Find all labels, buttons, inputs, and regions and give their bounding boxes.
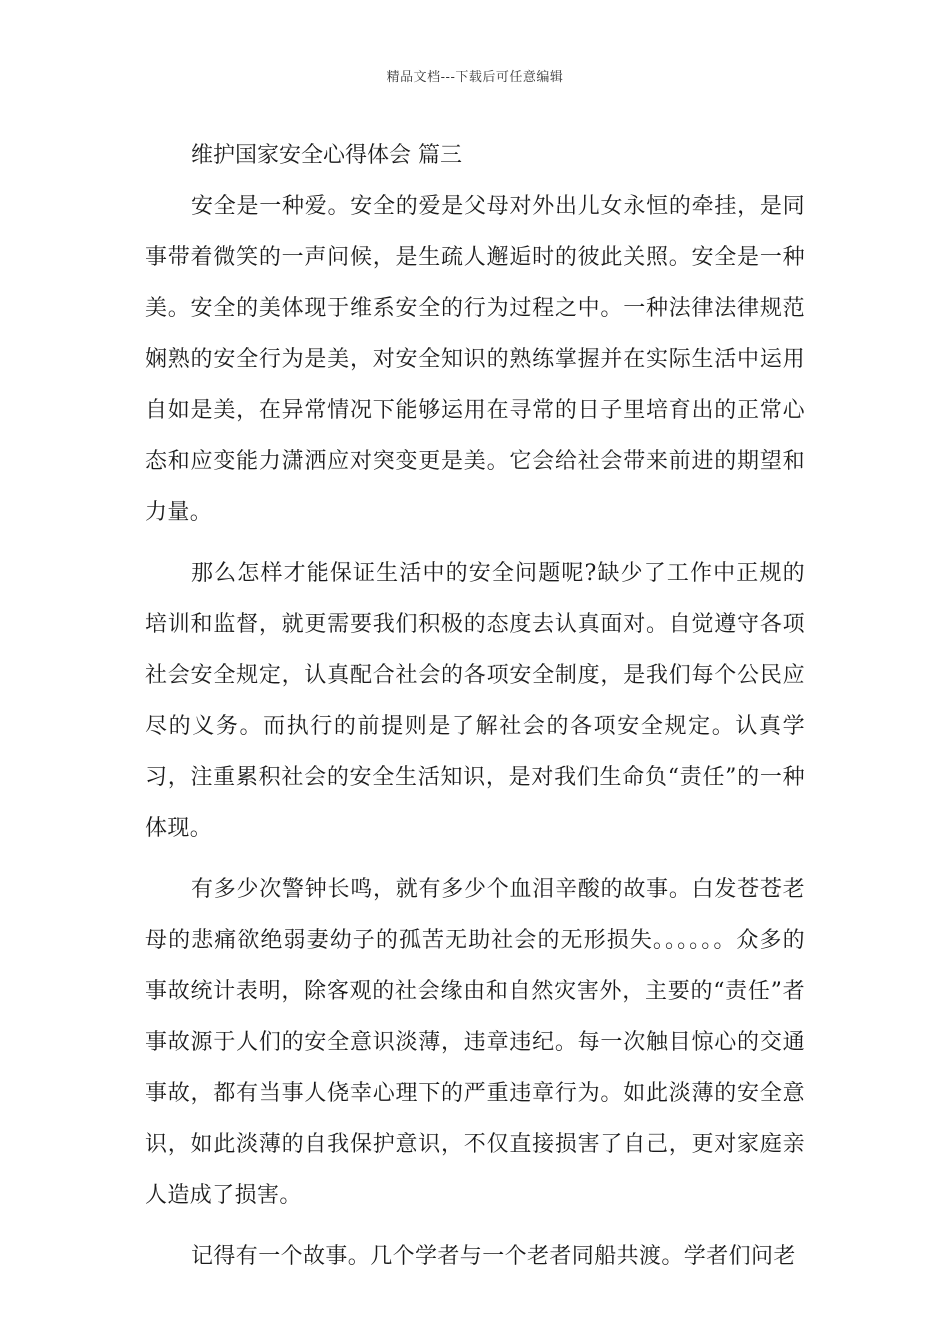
paragraph: 安全是一种爱。安全的爱是父母对外出儿女永恒的牵挂，是同事带着微笑的一声问候，是生疏人邂逅时的彼此关照。安全是一种美。安全的美体现于维系安全的行为过程之中。一种法律法律规范娴熟的安全行为是美，对安全知识的熟练掌握并在实际生活中运用自如是美，在异常情况下能够运用在寻常的日子里培育出的正常心态和应变能力潇洒应对突变更是美。它会给社会带来前进的期望和力量。 <box>145 194 805 525</box>
page-header: 精品文档---下载后可任意编辑 <box>386 70 564 85</box>
document-body <box>145 131 805 1292</box>
paragraph: 那么怎样才能保证生活中的安全问题呢?缺少了工作中正规的培训和监督，就更需要我们积极的态度去认真面对。自觉遵守各项社会安全规定，认真配合社会的各项安全制度，是我们每个公民应尽的义务。而执行的前提则是了解社会的各项安全规定。认真学习，注重累积社会的安全生活知识，是对我们生命负“责任”的一种体现。 <box>145 561 805 841</box>
document-title: 维护国家安全心得体会 篇三 <box>191 143 462 168</box>
paragraph: 有多少次警钟长鸣，就有多少个血泪辛酸的故事。白发苍苍老母的悲痛欲绝弱妻幼子的孤苦无助社会的无形损失。。。。。。众多的事故统计表明，除客观的社会缘由和自然灾害外，主要的“责任”者事故源于人们的安全意识淡薄，违章违纪。每一次触目惊心的交通事故，都有当事人侥幸心理下的严重违章行为。如此淡薄的安全意识，如此淡薄的自我保护意识，不仅直接损害了自己，更对家庭亲人造成了损害。 <box>145 877 805 1208</box>
paragraph: 记得有一个故事。几个学者与一个老者同船共渡。学者们问老 <box>191 1244 796 1269</box>
